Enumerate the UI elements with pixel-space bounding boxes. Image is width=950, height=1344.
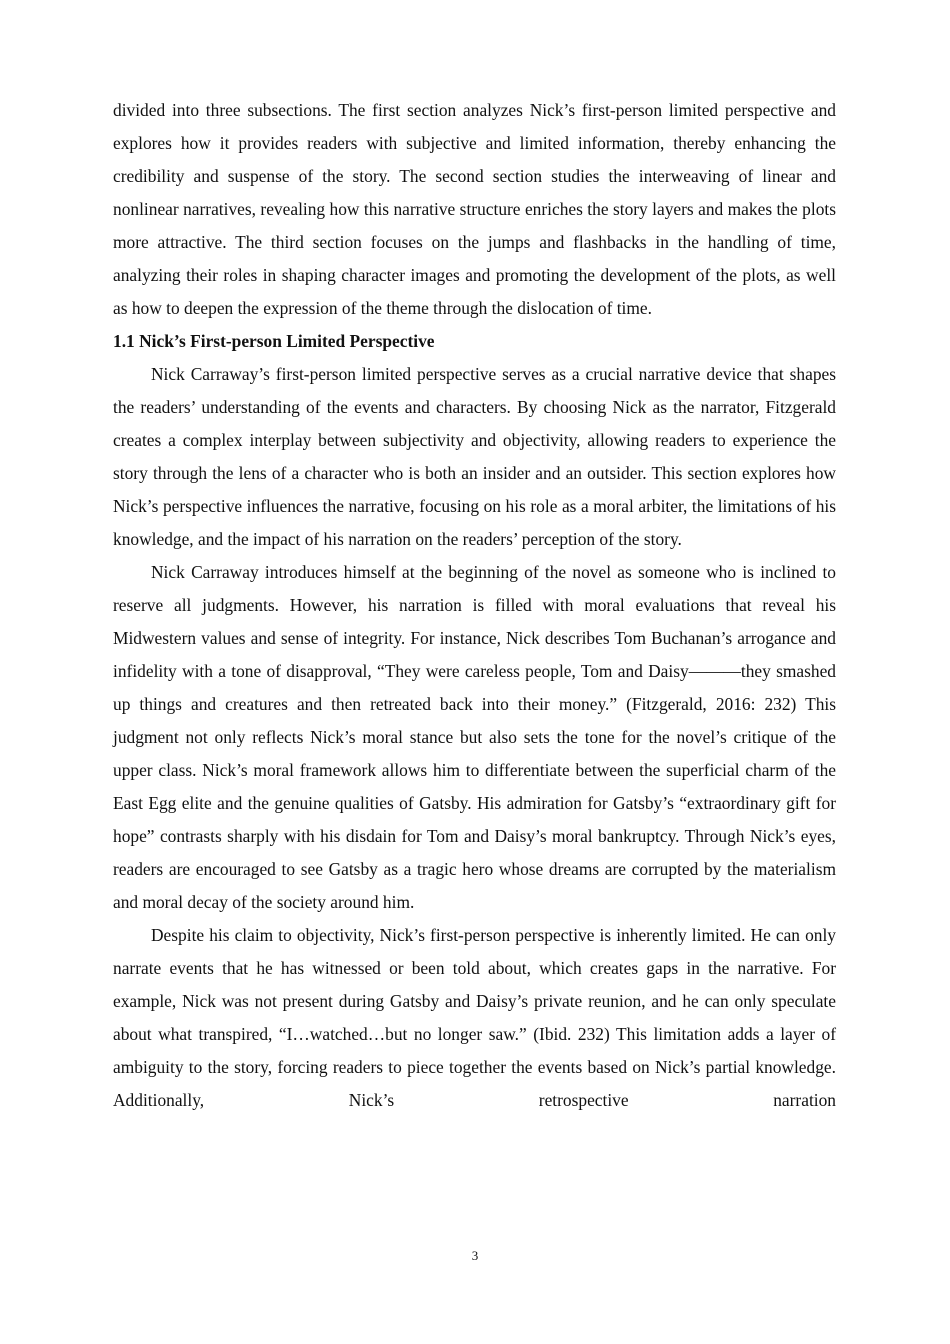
- section-heading: 1.1 Nick’s First-person Limited Perspective: [113, 331, 435, 351]
- intro-paragraph: divided into three subsections. The first section analyzes Nick’s first-person limited perspective and explores how it provides readers with subjective and limited information, thereby enhancing the credibility and suspense of the story. The second section studies the interweaving of linear and nonlinear narratives, revealing how this narrative structure enriches the story layers and makes the plots more attractive. The third section focuses on the jumps and flashbacks in the handling of time, analyzing their roles in shaping character images and promoting the development of the plots, as well as how to deepen the expression of the theme through the dislocation of time.: [113, 100, 836, 318]
- paragraph-limited-knowledge: Despite his claim to objectivity, Nick’s first-person perspective is inherently limited. He can only narrate events that he has witnessed or been told about, which creates gaps in the narrative. For example, Nick was not present during Gatsby and Daisy’s private reunion, and he can only speculate about what transpired, “I…watched…but no longer saw.” (Ibid. 232) This limitation adds a layer of ambiguity to the story, forcing readers to piece together the events based on Nick’s partial knowledge. Additionally, Nick’s retrospective narration: [113, 925, 836, 1110]
- document-page: [113, 94, 836, 1117]
- paragraph-moral-arbiter: Nick Carraway introduces himself at the beginning of the novel as someone who is inclined to reserve all judgments. However, his narration is filled with moral evaluations that reveal his Midwestern values and sense of integrity. For instance, Nick describes Tom Buchanan’s arrogance and infidelity with a tone of disapproval, “They were careless people, Tom and Daisy———they smashed up things and creatures and then retreated back into their money.” (Fitzgerald, 2016: 232) This judgment not only reflects Nick’s moral stance but also sets the tone for the novel’s critique of the upper class. Nick’s moral framework allows him to differentiate between the superficial charm of the East Egg elite and the genuine qualities of Gatsby. His admiration for Gatsby’s “extraordinary gift for hope” contrasts sharply with his disdain for Tom and Daisy’s moral bankruptcy. Through Nick’s eyes, readers are encouraged to see Gatsby as a tragic hero whose dreams are corrupted by the materialism and moral decay of the society around him.: [113, 562, 836, 912]
- paragraph-perspective-overview: Nick Carraway’s first-person limited perspective serves as a crucial narrative device that shapes the readers’ understanding of the events and characters. By choosing Nick as the narrator, Fitzgerald creates a complex interplay between subjectivity and objectivity, allowing readers to experience the story through the lens of a character who is both an insider and an outsider. This section explores how Nick’s perspective influences the narrative, focusing on his role as a moral arbiter, the limitations of his knowledge, and the impact of his narration on the readers’ perception of the story.: [113, 364, 836, 549]
- page-number: 3: [471, 1248, 479, 1263]
